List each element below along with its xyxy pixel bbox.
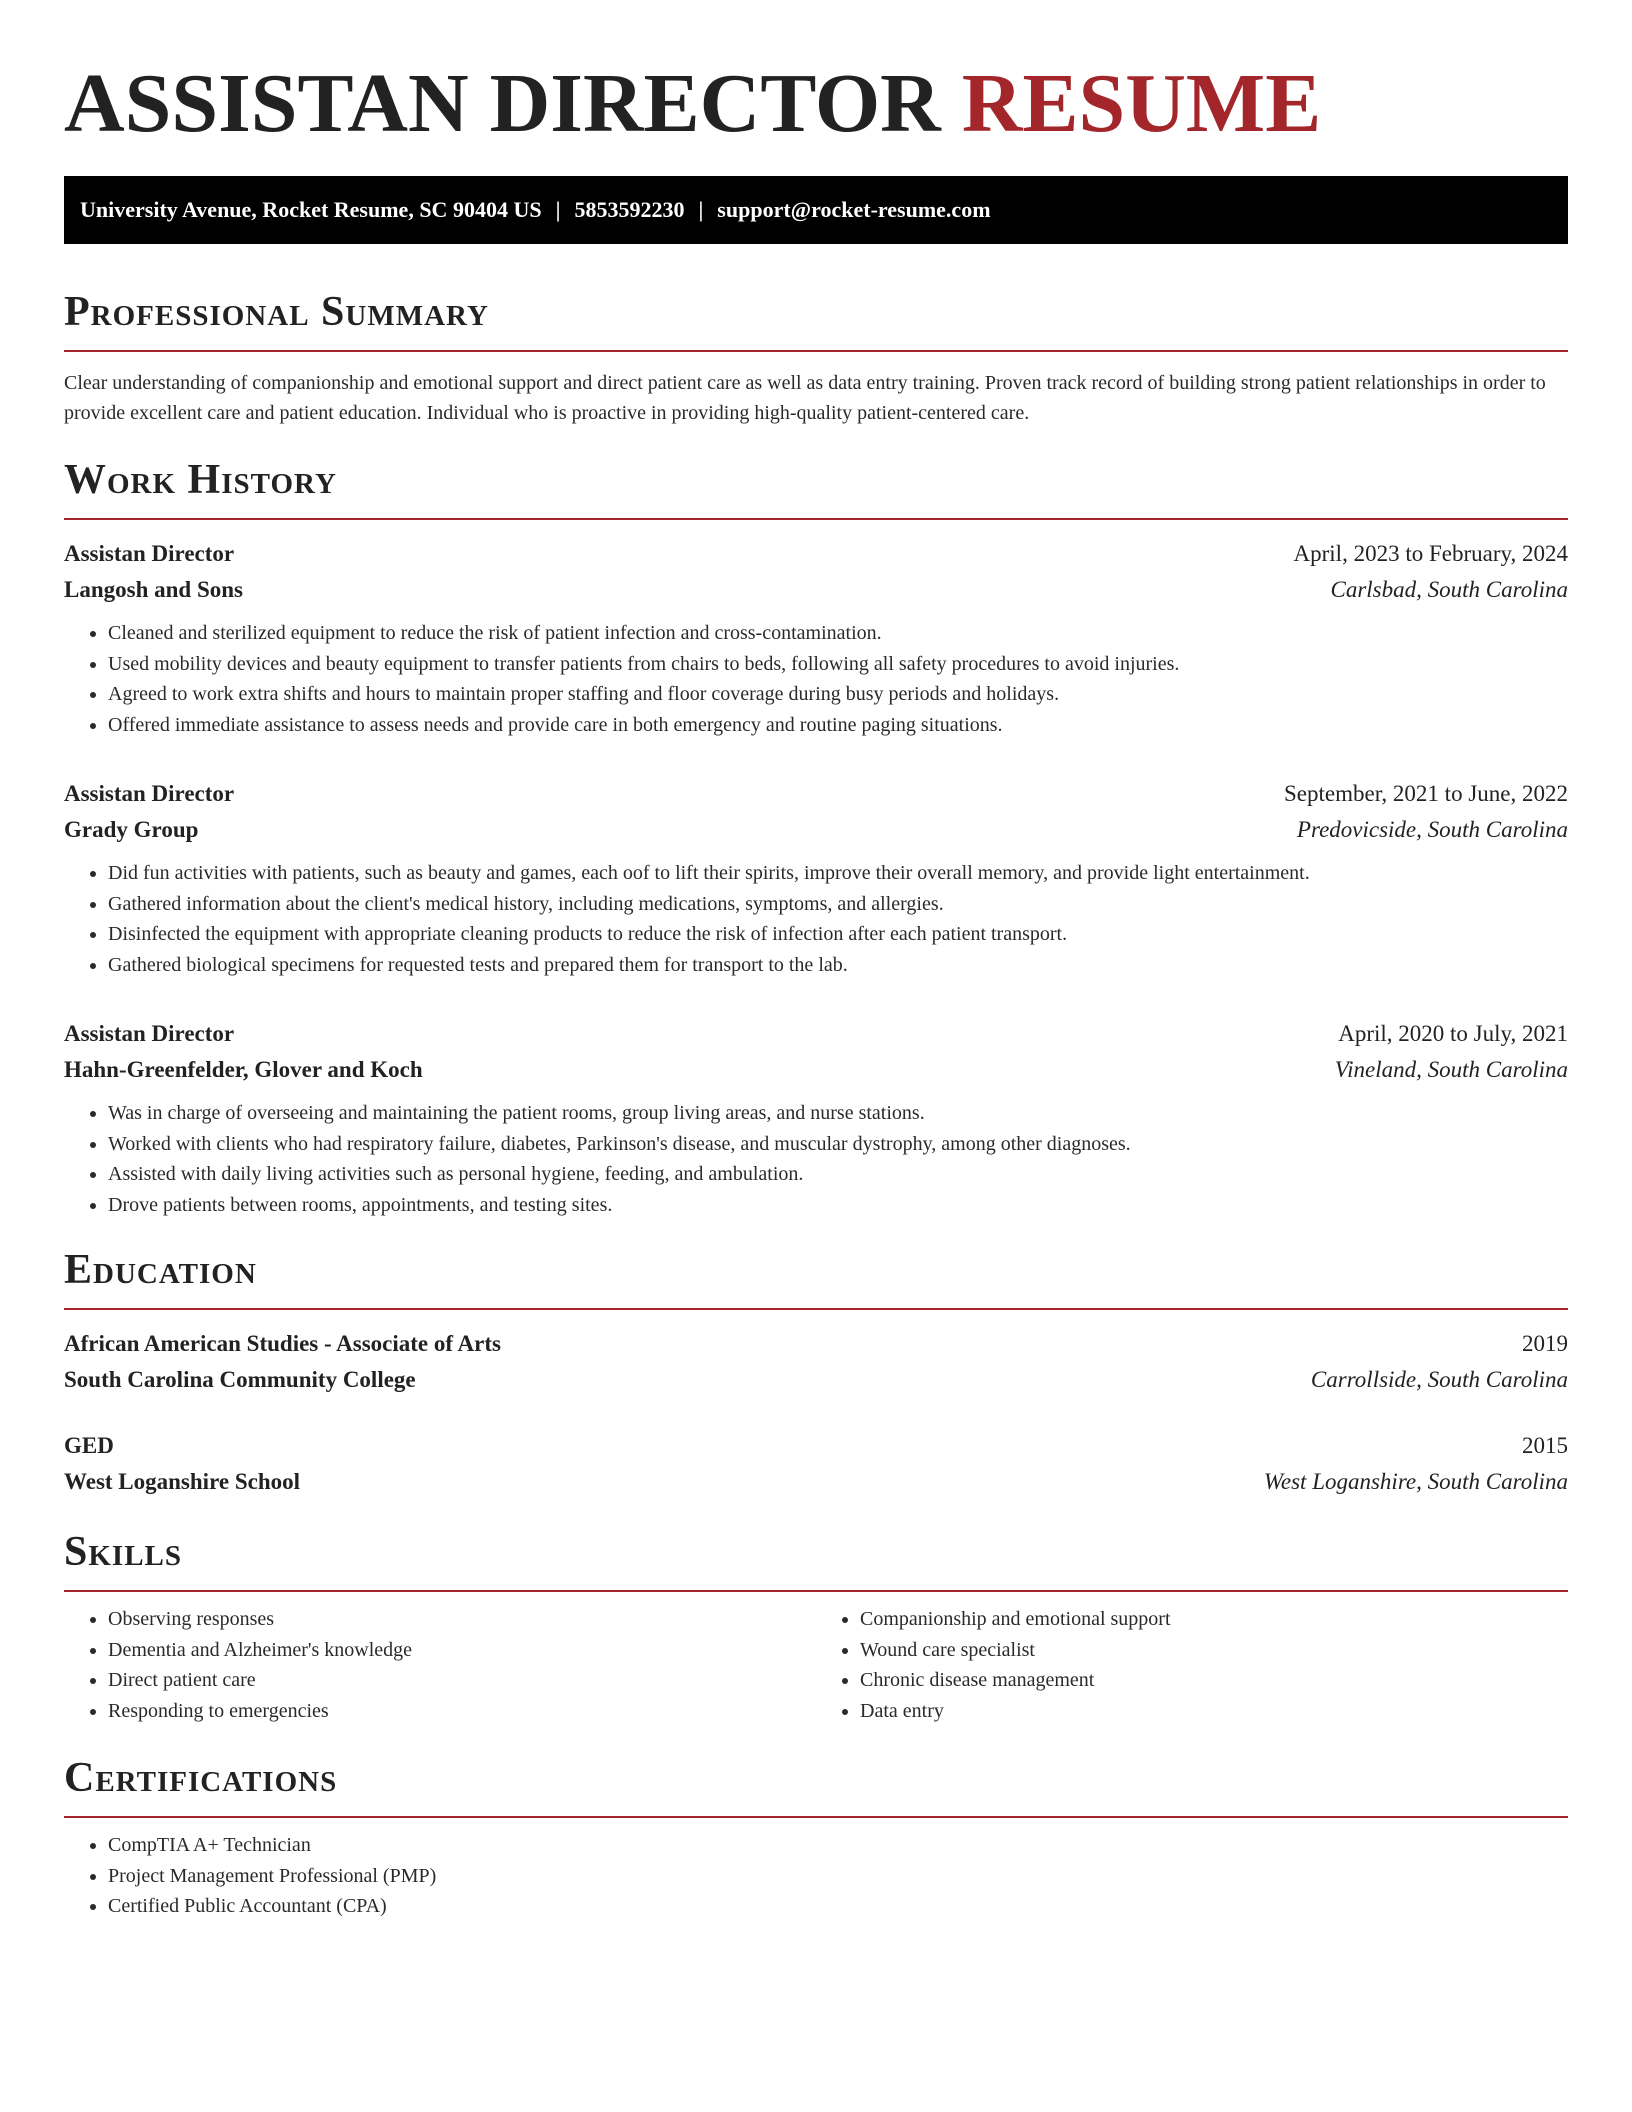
title-main: ASSISTAN DIRECTOR xyxy=(64,57,941,150)
skills-section xyxy=(64,1528,1568,1726)
section-divider xyxy=(64,1816,1568,1818)
contact-bar xyxy=(64,176,1568,244)
job-dates: September, 2021 to June, 2022 xyxy=(1284,781,1568,806)
job-bullets xyxy=(64,1098,1568,1220)
contact-address: University Avenue, Rocket Resume, SC 90404 US xyxy=(80,197,542,222)
list-item: • Responding to emergencies xyxy=(108,1696,816,1727)
list-item: • Cleaned and sterilized equipment to reduce the risk of patient infection and cross-contamination. xyxy=(108,618,1568,649)
resume-title xyxy=(64,0,1568,150)
education-entry xyxy=(64,1326,1568,1398)
section-heading-certifications: Certifications xyxy=(64,1755,338,1801)
skills-list-right xyxy=(816,1604,1568,1726)
education-school: South Carolina Community College xyxy=(64,1367,416,1392)
list-item: • Data entry xyxy=(860,1696,1568,1727)
summary-text: Clear understanding of companionship and emotional support and direct patient care as well as data entry training. Proven track record of building strong patient relationships in order to provide excellent care and patient education. Individual who is proactive in providing high-quality patient-centered care. xyxy=(64,372,1546,424)
resume-page xyxy=(64,0,1568,1922)
job-dates: April, 2020 to July, 2021 xyxy=(1338,1021,1568,1046)
certifications-list xyxy=(64,1830,1568,1922)
list-item: • Direct patient care xyxy=(108,1665,816,1696)
section-heading-skills: Skills xyxy=(64,1529,183,1575)
section-heading-work-history: Work History xyxy=(64,457,337,503)
job-entry xyxy=(64,536,1568,740)
education-section xyxy=(64,1246,1568,1500)
list-item: • CompTIA A+ Technician xyxy=(108,1830,1568,1861)
list-item: • Dementia and Alzheimer's knowledge xyxy=(108,1635,816,1666)
education-year: 2015 xyxy=(1522,1433,1568,1458)
job-location: Carlsbad, South Carolina xyxy=(1330,577,1568,602)
list-item: • Gathered biological specimens for requested tests and prepared them for transport to the lab. xyxy=(108,950,1568,981)
list-item: • Observing responses xyxy=(108,1604,816,1635)
list-item: • Wound care specialist xyxy=(860,1635,1568,1666)
list-item: • Gathered information about the client's medical history, including medications, symptoms, and allergies. xyxy=(108,889,1568,920)
section-heading-education: Education xyxy=(64,1247,257,1293)
list-item: • Did fun activities with patients, such as beauty and games, each oof to lift their spirits, improve their overall memory, and provide light entertainment. xyxy=(108,858,1568,889)
title-accent: RESUME xyxy=(961,57,1322,150)
job-company: Grady Group xyxy=(64,817,199,842)
job-company: Hahn-Greenfelder, Glover and Koch xyxy=(64,1057,423,1082)
section-divider xyxy=(64,350,1568,352)
contact-separator: | xyxy=(555,197,561,222)
education-year: 2019 xyxy=(1522,1331,1568,1356)
job-entry xyxy=(64,776,1568,980)
list-item: • Agreed to work extra shifts and hours to maintain proper staffing and floor coverage during busy periods and holidays. xyxy=(108,679,1568,710)
skills-grid xyxy=(64,1592,1568,1726)
list-item: • Chronic disease management xyxy=(860,1665,1568,1696)
certifications-section xyxy=(64,1754,1568,1922)
job-title: Assistan Director xyxy=(64,781,235,806)
education-location: Carrollside, South Carolina xyxy=(1310,1367,1568,1392)
job-location: Vineland, South Carolina xyxy=(1334,1057,1568,1082)
job-dates: April, 2023 to February, 2024 xyxy=(1293,541,1568,566)
work-history-section xyxy=(64,456,1568,1220)
job-bullets xyxy=(64,618,1568,740)
list-item: • Was in charge of overseeing and maintaining the patient rooms, group living areas, and nurse stations. xyxy=(108,1098,1568,1129)
list-item: • Certified Public Accountant (CPA) xyxy=(108,1891,1568,1922)
education-degree: GED xyxy=(64,1433,114,1458)
education-location: West Loganshire, South Carolina xyxy=(1263,1469,1568,1494)
contact-email[interactable]: support@rocket-resume.com xyxy=(717,197,991,222)
contact-phone[interactable]: 5853592230 xyxy=(574,197,685,222)
education-degree: African American Studies - Associate of Arts xyxy=(64,1331,501,1356)
job-title: Assistan Director xyxy=(64,541,235,566)
job-entry xyxy=(64,1016,1568,1220)
list-item: • Disinfected the equipment with appropriate cleaning products to reduce the risk of infection after each patient transport. xyxy=(108,919,1568,950)
section-heading-summary: Professional Summary xyxy=(64,289,489,335)
education-school: West Loganshire School xyxy=(64,1469,300,1494)
list-item: • Offered immediate assistance to assess needs and provide care in both emergency and routine paging situations. xyxy=(108,710,1568,741)
list-item: • Project Management Professional (PMP) xyxy=(108,1861,1568,1892)
list-item: • Companionship and emotional support xyxy=(860,1604,1568,1635)
job-bullets xyxy=(64,858,1568,980)
contact-separator: | xyxy=(698,197,704,222)
list-item: • Assisted with daily living activities such as personal hygiene, feeding, and ambulation. xyxy=(108,1159,1568,1190)
section-divider xyxy=(64,1308,1568,1310)
section-divider xyxy=(64,518,1568,520)
education-entry xyxy=(64,1428,1568,1500)
list-item: • Used mobility devices and beauty equipment to transfer patients from chairs to beds, following all safety procedures to avoid injuries. xyxy=(108,649,1568,680)
list-item: • Drove patients between rooms, appointments, and testing sites. xyxy=(108,1190,1568,1221)
summary-section xyxy=(64,288,1568,428)
job-location: Predovicside, South Carolina xyxy=(1296,817,1568,842)
job-company: Langosh and Sons xyxy=(64,577,243,602)
skills-list-left xyxy=(64,1604,816,1726)
job-title: Assistan Director xyxy=(64,1021,235,1046)
list-item: • Worked with clients who had respiratory failure, diabetes, Parkinson's disease, and muscular dystrophy, among other diagnoses. xyxy=(108,1129,1568,1160)
